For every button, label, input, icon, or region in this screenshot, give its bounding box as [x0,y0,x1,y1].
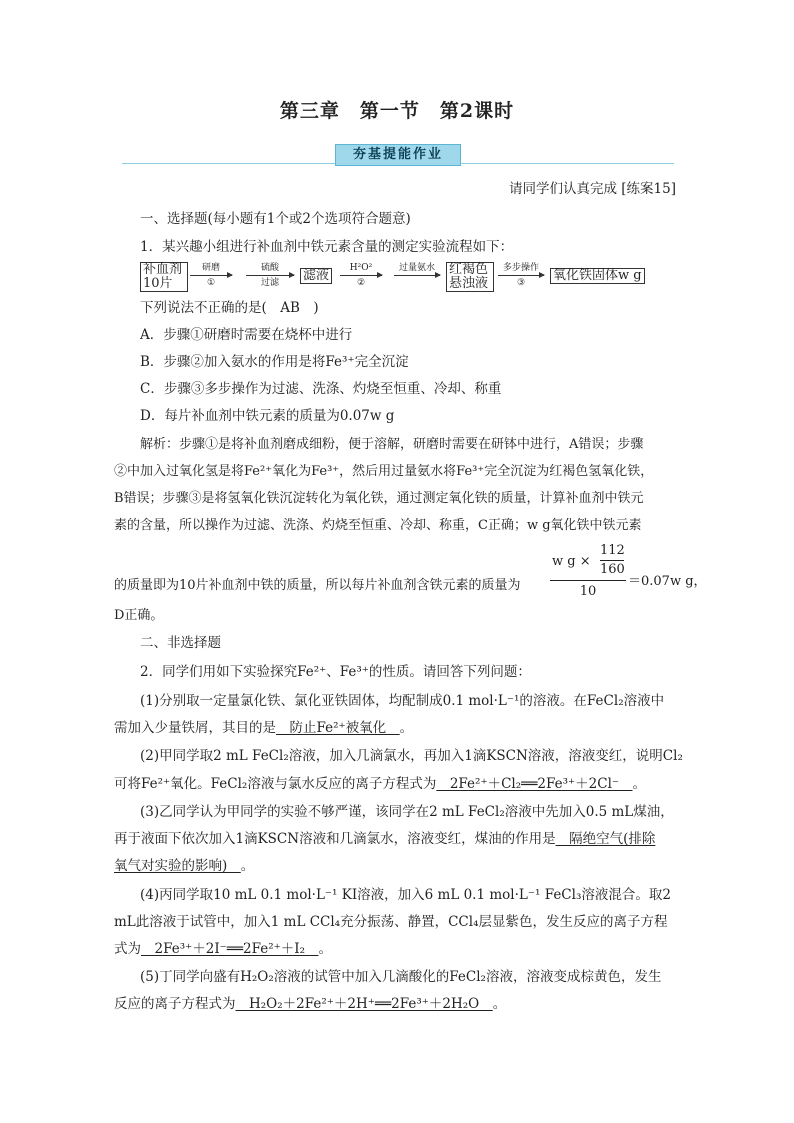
flow-label: ③ [516,278,526,288]
answer-blank: 2Fe²⁺＋Cl₂══2Fe³⁺＋2Cl⁻ [436,776,633,792]
formula-small-bar [600,560,624,561]
section-heading-choice: 一、选择题(每小题有1个或2个选项符合题意) [140,211,411,227]
formula-small-top: 112 [600,543,625,558]
answer-blank: H₂O₂＋2Fe²⁺＋2H⁺══2Fe³⁺＋2H₂O [235,996,493,1012]
flow-box-supplement: 补血剂10片 [140,262,188,292]
practice-note: 请同学们认真完成 [练案15] [509,181,677,197]
analysis-line: B错误；步骤③是将氢氧化铁沉淀转化为氧化铁，通过测定氧化铁的质量，计算补血剂中铁元 [114,491,644,506]
option-c: C．步骤③多步操作为过滤、洗涤、灼烧至恒重、冷却、称重 [140,381,502,397]
formula-small-bottom: 160 [600,562,625,577]
analysis-line: 的质量即为10片补血剂中铁的质量，所以每片补血剂含铁元素的质量为 [114,578,521,593]
answer-blank: 隔绝空气(排除 [555,831,656,847]
question-1-ask: 下列说法不正确的是( AB ) [140,300,319,316]
text: 。 [492,996,507,1012]
section-heading-nonchoice: 二、非选择题 [140,635,221,651]
answer-blank: 防止Fe²⁺被氧化 [276,720,400,736]
analysis-line: D正确。 [114,608,164,623]
text: 反应的离子方程式为 [114,996,236,1012]
text: 。 [399,720,414,736]
option-d: D．每片补血剂中铁元素的质量为0.07w g [140,408,395,424]
formula-main-bar [550,580,626,581]
answer-blank: 氧气对实验的影响) [114,858,241,874]
flow-label: 研磨 [201,263,220,273]
formula-numerator: w g × [552,554,591,569]
q2-part2-line: (2)甲同学取2 mL FeCl₂溶液，加入几滴氯水，再加入1滴KSCN溶液，溶液变红，说明Cl₂ [140,748,683,764]
q2-part4-line-2: mL此溶液于试管中，加入1 mL CCl₄充分振荡、静置，CCl₄层显紫色，发生反应的离子方程 [114,914,668,930]
formula-result: ＝0.07w g， [628,574,707,589]
answer-blank: 2Fe³⁺＋2I⁻══2Fe²⁺＋I₂ [141,941,319,957]
flow-label: 硫酸 [260,263,279,273]
flow-label: H²O² [349,263,373,273]
analysis-line: 解析：步骤①是将补血剂磨成细粉，便于溶解，研磨时需要在研钵中进行，A错误；步骤 [140,437,644,452]
q2-part5-answer-line [114,995,506,1013]
flow-box-filtrate: 滤液 [300,268,332,284]
option-b: B．步骤②加入氨水的作用是将Fe³⁺完全沉淀 [140,354,409,370]
option-a: A．步骤①研磨时需要在烧杯中进行 [140,327,353,343]
question-1-stem: 1．某兴趣小组进行补血剂中铁元素含量的测定实验流程如下： [140,239,514,255]
text: 式为 [114,941,141,957]
q2-part1-answer-line [114,719,413,737]
q2-part1-line: (1)分别取一定量氯化铁、氯化亚铁固体，均配制成0.1 mol·L⁻¹的溶液。在FeCl₂溶液中 [140,693,665,709]
flow-label: 过量氨水 [398,263,435,273]
analysis-line: 素的含量，所以操作为过滤、洗涤、灼烧至恒重、冷却、称重，C正确；w g氧化铁中铁元素 [114,518,642,533]
q2-part4-answer-line [114,940,332,958]
page-title: 第三章 第一节 第2课时 [279,100,515,122]
flow-label: 过滤 [260,278,279,288]
flow-arrow-icon [246,275,294,276]
q2-part3-line: (3)乙同学认为甲同学的实验不够严谨，该同学在2 mL FeCl₂溶液中先加入0.5 mL煤油， [140,804,674,820]
q2-part3-answer-line [114,830,655,848]
q2-part3-answer-line-2 [114,857,254,875]
text: 。 [318,941,333,957]
flow-box-suspension: 红褐色悬浊液 [446,262,494,292]
text: 需加入少量铁屑，其目的是 [114,720,276,736]
flow-box-iron-oxide: 氧化铁固体w g [550,268,645,284]
text: 。 [632,776,647,792]
analysis-line: ②中加入过氧化氢是将Fe²⁺氧化为Fe³⁺，然后用过量氨水将Fe³⁺完全沉淀为红褐色氢氧化铁， [114,464,654,479]
flow-arrow-icon [340,275,382,276]
q2-part2-answer-line [114,775,646,793]
formula-denominator: 10 [579,584,597,599]
flow-arrow-icon [190,275,232,276]
flow-label: ② [356,278,366,288]
flow-label: 多步操作 [502,263,539,273]
flow-arrow-icon [394,275,440,276]
homework-badge: 夯基提能作业 [335,144,461,166]
text: 。 [240,858,255,874]
flow-arrow-icon [498,275,544,276]
flow-label: ① [206,278,216,288]
question-2-stem: 2．同学们用如下实验探究Fe²⁺、Fe³⁺的性质。请回答下列问题： [140,664,531,680]
text: 可将Fe²⁺氧化。FeCl₂溶液与氯水反应的离子方程式为 [114,776,437,792]
q2-part4-line: (4)丙同学取10 mL 0.1 mol·L⁻¹ KI溶液，加入6 mL 0.1 mol·L⁻¹ FeCl₃溶液混合。取2 [140,887,671,903]
text: 再于液面下依次加入1滴KSCN溶液和几滴氯水，溶液变红，煤油的作用是 [114,831,556,847]
q2-part5-line: (5)丁同学向盛有H₂O₂溶液的试管中加入几滴酸化的FeCl₂溶液，溶液变成棕黄色，发生 [140,969,662,985]
